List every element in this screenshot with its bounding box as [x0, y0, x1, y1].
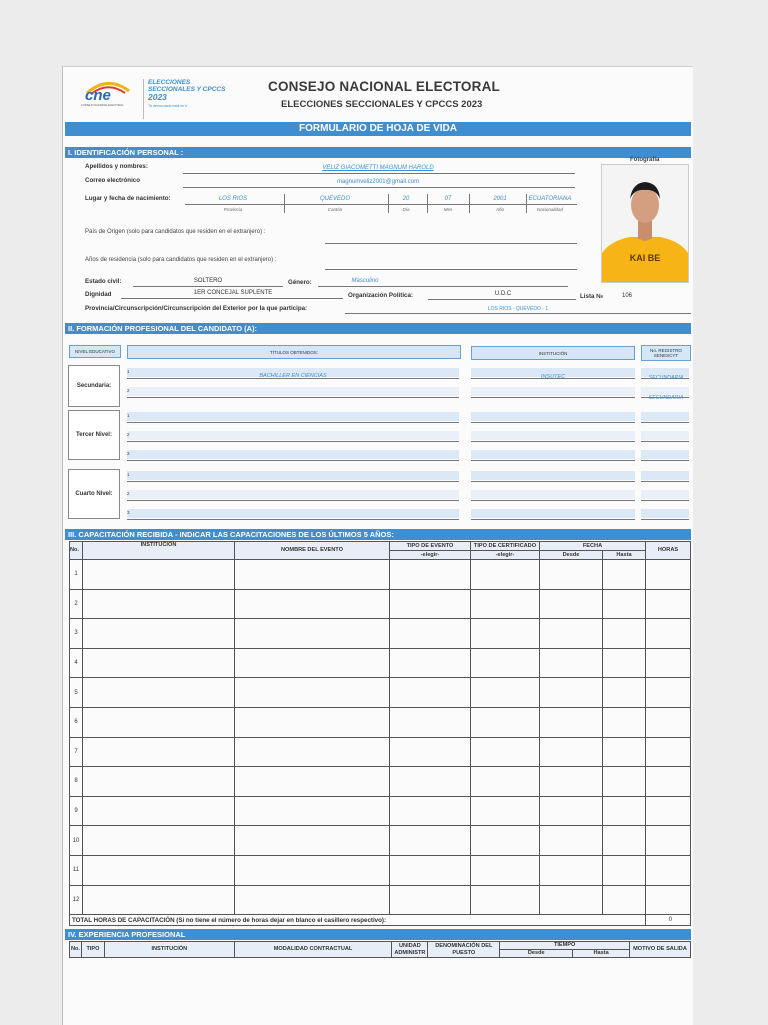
training-cell[interactable]: [603, 855, 646, 885]
training-cell[interactable]: [235, 855, 390, 885]
training-cell[interactable]: [83, 885, 235, 915]
education-field[interactable]: [127, 509, 459, 518]
training-cell[interactable]: [471, 678, 540, 708]
training-cell[interactable]: [603, 619, 646, 649]
training-cell[interactable]: [540, 648, 603, 678]
section1-header: [65, 147, 691, 158]
col-date-header: FECHA: [540, 542, 646, 551]
col-level-header: NIVEL EDUCATIVO: [69, 345, 121, 358]
sub-month: Mes: [443, 207, 453, 212]
row-number: 1: [127, 413, 130, 418]
education-field[interactable]: [641, 450, 689, 459]
exp-col-modality: MODALIDAD CONTRACTUAL: [234, 942, 392, 958]
training-cell[interactable]: [83, 619, 235, 649]
training-row: [70, 855, 691, 885]
education-field[interactable]: [127, 412, 459, 421]
party-value: U.D.C: [494, 291, 512, 297]
training-cell[interactable]: [471, 826, 540, 856]
secondary-label-box: [68, 365, 120, 407]
training-cell[interactable]: [235, 767, 390, 797]
education-field[interactable]: [471, 450, 635, 459]
subtitle: ELECCIONES SECCIONALES Y CPCCS 2023: [281, 99, 483, 110]
education-field[interactable]: [471, 431, 635, 440]
training-cell[interactable]: [603, 826, 646, 856]
training-cell[interactable]: [540, 560, 603, 590]
training-row: [70, 707, 691, 737]
training-cell[interactable]: [471, 589, 540, 619]
birth-nationality: ECUATORIANA: [528, 196, 572, 202]
training-cell[interactable]: [83, 589, 235, 619]
training-row: [70, 796, 691, 826]
training-cell[interactable]: [603, 737, 646, 767]
circ-label: Provincia/Circunscripción/Circunscripción del Exterior por la que participa:: [85, 305, 308, 312]
exp-col-no: No.: [70, 942, 82, 958]
birth-underline: [185, 204, 577, 205]
sec-title-1: BACHILLER EN CIENCIAS: [259, 373, 327, 379]
education-field[interactable]: [641, 490, 689, 499]
training-cell[interactable]: [646, 707, 691, 737]
party-underline: [428, 299, 576, 300]
sub-canton: Cantón: [327, 207, 343, 212]
col-no-header: No.: [70, 542, 83, 560]
education-underline: [641, 519, 689, 520]
divider: [469, 194, 470, 213]
exp-col-position: DENOMINACIÓN DEL PUESTO: [428, 942, 500, 958]
training-row-number: 5: [70, 678, 83, 708]
training-cell[interactable]: [235, 560, 390, 590]
education-field[interactable]: [471, 509, 635, 518]
col-institution-header: INSTITUCIÓN: [471, 346, 635, 360]
education-field[interactable]: [641, 509, 689, 518]
third-label: Tercer Nivel:: [76, 432, 112, 438]
gender-underline: [318, 286, 568, 287]
cne-logo-caption: CONSEJO NACIONAL ELECTORAL: [81, 104, 124, 107]
email-label: Correo electrónico: [85, 177, 141, 184]
col-hours-header: HORAS: [646, 542, 691, 560]
education-underline: [471, 519, 635, 520]
education-underline: [127, 500, 459, 501]
sub-year: Año: [495, 207, 504, 212]
training-cell[interactable]: [471, 648, 540, 678]
exp-col-type: TIPO: [81, 942, 104, 958]
shirt-text: KAI BE: [629, 253, 661, 263]
birth-month: 07: [444, 196, 452, 202]
education-field[interactable]: [471, 412, 635, 421]
exp-col-institution: INSTITUCIÓN: [104, 942, 234, 958]
training-cell[interactable]: [390, 678, 471, 708]
training-cell[interactable]: [83, 796, 235, 826]
training-row-number: 6: [70, 707, 83, 737]
education-field[interactable]: [127, 431, 459, 440]
cne-logo-text: cne: [85, 87, 111, 104]
education-underline: [127, 441, 459, 442]
birth-dividers: [63, 195, 64, 196]
education-underline: [641, 441, 689, 442]
training-cell[interactable]: [390, 589, 471, 619]
education-field[interactable]: [127, 387, 459, 396]
training-cell[interactable]: [390, 885, 471, 915]
portrait-image: [602, 165, 688, 282]
exp-col-unit: UNIDAD ADMINISTR: [392, 942, 428, 958]
form-sheet: [62, 66, 693, 1025]
training-cell[interactable]: [390, 648, 471, 678]
training-row: [70, 885, 691, 915]
education-field[interactable]: [471, 387, 635, 396]
sec-inst-1: INSUTEC: [540, 374, 566, 380]
candidate-photo: [601, 164, 689, 283]
training-cell[interactable]: [83, 737, 235, 767]
form-title-band: [65, 122, 691, 136]
sec-reg-2: SECUNDARIA: [648, 395, 684, 401]
education-field[interactable]: [127, 490, 459, 499]
section2-title: II. FORMACIÓN PROFESIONAL DEL CANDIDATO (A):: [68, 324, 258, 333]
row-number: 1: [127, 472, 130, 477]
training-cell[interactable]: [603, 589, 646, 619]
birth-province: LOS RIOS: [218, 196, 248, 202]
education-underline: [641, 500, 689, 501]
education-underline: [471, 441, 635, 442]
training-row: [70, 589, 691, 619]
training-row-number: 10: [70, 826, 83, 856]
origin-label: País de Origen (solo para candidatos que residen en el extranjero) :: [85, 229, 266, 235]
training-cell[interactable]: [83, 826, 235, 856]
education-field[interactable]: [641, 412, 689, 421]
training-cell[interactable]: [235, 619, 390, 649]
training-cell[interactable]: [471, 855, 540, 885]
education-field[interactable]: [641, 471, 689, 480]
row-number: 1: [127, 369, 130, 374]
training-cell[interactable]: [471, 885, 540, 915]
col-event-header: NOMBRE DEL EVENTO: [235, 542, 390, 560]
education-underline: [641, 481, 689, 482]
circ-value: LOS RIOS - QUEVEDO - 1: [487, 306, 549, 312]
election-logo-line2: SECCIONALES Y CPCCS: [148, 86, 226, 93]
election-logo-year: 2023: [148, 92, 167, 102]
training-row-number: 4: [70, 648, 83, 678]
training-cell[interactable]: [603, 707, 646, 737]
col-institution-header: INSTITUCIÓN: [83, 542, 235, 560]
names-value: VELIZ GIACOMETTI MAGNUM HAROLD: [322, 165, 434, 171]
divider: [284, 194, 285, 213]
training-cell[interactable]: [235, 678, 390, 708]
training-row-number: 8: [70, 767, 83, 797]
training-cell[interactable]: [390, 826, 471, 856]
education-underline: [471, 397, 635, 398]
training-cell[interactable]: [235, 796, 390, 826]
gender-value: Masculino: [351, 278, 379, 284]
training-cell[interactable]: [471, 707, 540, 737]
election-logo-slogan: Tu democracia está en ti: [148, 104, 188, 108]
training-cell[interactable]: [540, 678, 603, 708]
training-cell[interactable]: [540, 589, 603, 619]
training-cell[interactable]: [540, 767, 603, 797]
dignity-underline: [121, 298, 343, 299]
training-cell[interactable]: [540, 796, 603, 826]
training-cell[interactable]: [646, 560, 691, 590]
election-logo: [143, 79, 238, 119]
training-cell[interactable]: [540, 619, 603, 649]
training-row: [70, 560, 691, 590]
training-cell[interactable]: [603, 767, 646, 797]
names-label: Apellidos y nombres:: [85, 163, 148, 170]
training-cell[interactable]: [646, 796, 691, 826]
election-logo-line1: ELECCIONES: [148, 79, 191, 86]
exp-col-time: TIEMPO: [500, 942, 630, 950]
training-row-number: 7: [70, 737, 83, 767]
section3-header: [65, 529, 691, 540]
training-cell[interactable]: [471, 737, 540, 767]
training-cell[interactable]: [646, 648, 691, 678]
photo-label: Fotografía: [630, 157, 660, 163]
form-title: FORMULARIO DE HOJA DE VIDA: [299, 123, 457, 134]
col-titles-header: TÍTULOS OBTENIDOS:: [127, 345, 461, 359]
section3-title: III. CAPACITACIÓN RECIBIDA - INDICAR LAS CAPACITACIONES DE LOS ÚLTIMOS 5 AÑOS:: [68, 530, 394, 539]
training-cell[interactable]: [603, 796, 646, 826]
training-cell[interactable]: [646, 855, 691, 885]
list-value: 106: [621, 293, 632, 299]
training-cell[interactable]: [646, 826, 691, 856]
col-registry-header: No. REGISTRO SENESCYT: [641, 345, 691, 361]
dignity-value: 1ER CONCEJAL SUPLENTE: [193, 290, 273, 296]
residence-underline: [325, 269, 577, 270]
training-cell[interactable]: [646, 589, 691, 619]
training-cell[interactable]: [471, 767, 540, 797]
education-field[interactable]: [471, 471, 635, 480]
training-cell[interactable]: [646, 619, 691, 649]
secondary-label: Secundaria:: [76, 383, 112, 389]
training-cell[interactable]: [390, 619, 471, 649]
exp-col-reason: MOTIVO DE SALIDA: [630, 942, 691, 958]
origin-underline: [325, 243, 577, 244]
row-number: 2: [127, 491, 130, 496]
divider: [388, 194, 389, 213]
total-label: TOTAL HORAS DE CAPACITACIÓN (Si no tiene el número de horas dejar en blanco el casillero respectivo):: [70, 915, 646, 926]
training-cell[interactable]: [646, 767, 691, 797]
training-cell[interactable]: [390, 707, 471, 737]
party-label: Organización Política:: [348, 292, 413, 299]
exp-col-to: Hasta: [573, 950, 630, 958]
gender-label: Género:: [288, 279, 312, 286]
email-underline: [183, 187, 575, 188]
training-cell[interactable]: [646, 737, 691, 767]
training-cell[interactable]: [471, 619, 540, 649]
education-field[interactable]: [127, 450, 459, 459]
event-type-select[interactable]: -elegir-: [390, 551, 471, 560]
education-underline: [641, 422, 689, 423]
email-value: magnumveliz2001@gmail.com: [336, 179, 420, 185]
dignity-label: Dignidad: [85, 291, 112, 298]
civil-value: SOLTERO: [193, 278, 223, 284]
training-cell[interactable]: [83, 560, 235, 590]
divider: [427, 194, 428, 213]
training-table: [69, 541, 691, 926]
training-cell[interactable]: [603, 678, 646, 708]
training-cell[interactable]: [83, 678, 235, 708]
training-cell[interactable]: [235, 826, 390, 856]
training-cell[interactable]: [603, 560, 646, 590]
education-underline: [127, 422, 459, 423]
circ-underline: [345, 313, 691, 314]
fourth-label-box: [68, 469, 120, 519]
section1-title: I. IDENTIFICACIÓN PERSONAL :: [68, 148, 184, 157]
training-cell[interactable]: [235, 589, 390, 619]
education-underline: [471, 500, 635, 501]
training-cell[interactable]: [390, 767, 471, 797]
residence-label: Años de residencia (solo para candidatos que residen en el extranjero) :: [85, 257, 277, 263]
sub-province: Provincia: [223, 207, 243, 212]
training-cell[interactable]: [235, 648, 390, 678]
birth-label: Lugar y fecha de nacimiento:: [85, 195, 171, 202]
education-underline: [471, 422, 635, 423]
row-number: 3: [127, 451, 130, 456]
training-cell[interactable]: [646, 678, 691, 708]
training-cell[interactable]: [235, 885, 390, 915]
sub-nationality: Nacionalidad: [536, 207, 564, 212]
birth-canton: QUEVEDO: [319, 196, 350, 202]
education-field[interactable]: [641, 431, 689, 440]
training-cell[interactable]: [390, 796, 471, 826]
training-row-number: 12: [70, 885, 83, 915]
section2-header: [65, 323, 691, 334]
third-label-box: [68, 410, 120, 460]
education-underline: [127, 397, 459, 398]
education-underline: [127, 519, 459, 520]
training-cell[interactable]: [540, 737, 603, 767]
training-cell[interactable]: [390, 737, 471, 767]
training-cell[interactable]: [540, 707, 603, 737]
training-row: [70, 678, 691, 708]
org-title: CONSEJO NACIONAL ELECTORAL: [268, 79, 500, 94]
education-field[interactable]: [471, 490, 635, 499]
civil-label: Estado civil:: [85, 278, 122, 285]
training-row-number: 2: [70, 589, 83, 619]
education-underline: [641, 460, 689, 461]
training-cell[interactable]: [390, 560, 471, 590]
row-number: 3: [127, 510, 130, 515]
training-cell[interactable]: [603, 885, 646, 915]
birth-day: 20: [402, 196, 410, 202]
training-body: [70, 560, 691, 915]
training-cell[interactable]: [83, 648, 235, 678]
cne-logo: [81, 79, 135, 107]
col-to-header: Hasta: [603, 551, 646, 560]
names-underline: [183, 173, 575, 174]
training-row: [70, 737, 691, 767]
list-label: Lista №: [580, 293, 604, 300]
education-underline: [471, 460, 635, 461]
sec-reg-1: SECUNDARIA: [648, 375, 684, 381]
training-row-number: 3: [70, 619, 83, 649]
col-from-header: Desde: [540, 551, 603, 560]
education-underline: [471, 481, 635, 482]
training-cell[interactable]: [471, 560, 540, 590]
col-event-type-header: TIPO DE EVENTO: [390, 542, 471, 551]
training-row: [70, 826, 691, 856]
civil-underline: [133, 286, 283, 287]
training-cell[interactable]: [83, 707, 235, 737]
row-number: 2: [127, 388, 130, 393]
training-row: [70, 619, 691, 649]
section4-title: IV. EXPERIENCIA PROFESIONAL: [68, 930, 186, 939]
training-row-number: 11: [70, 855, 83, 885]
education-field[interactable]: [127, 471, 459, 480]
training-cell[interactable]: [540, 855, 603, 885]
col-cert-type-header: TIPO DE CERTIFICADO: [471, 542, 540, 551]
education-underline: [127, 460, 459, 461]
exp-col-from: Desde: [500, 950, 573, 958]
cert-type-select[interactable]: -elegir-: [471, 551, 540, 560]
education-underline: [127, 481, 459, 482]
training-cell[interactable]: [83, 855, 235, 885]
training-cell[interactable]: [471, 796, 540, 826]
training-cell[interactable]: [540, 885, 603, 915]
section4-header: [65, 929, 691, 940]
training-cell[interactable]: [603, 648, 646, 678]
training-cell[interactable]: [235, 737, 390, 767]
fourth-label: Cuarto Nivel:: [75, 491, 113, 497]
training-cell[interactable]: [235, 707, 390, 737]
training-row: [70, 648, 691, 678]
row-number: 2: [127, 432, 130, 437]
training-row: [70, 767, 691, 797]
birth-year: 2001: [493, 196, 507, 202]
training-row-number: 9: [70, 796, 83, 826]
total-value[interactable]: 0: [646, 915, 691, 926]
sub-day: Día: [402, 207, 410, 212]
training-row-number: 1: [70, 560, 83, 590]
training-cell[interactable]: [83, 767, 235, 797]
training-cell[interactable]: [540, 826, 603, 856]
training-cell[interactable]: [646, 885, 691, 915]
training-cell[interactable]: [390, 855, 471, 885]
experience-table: [69, 941, 691, 958]
